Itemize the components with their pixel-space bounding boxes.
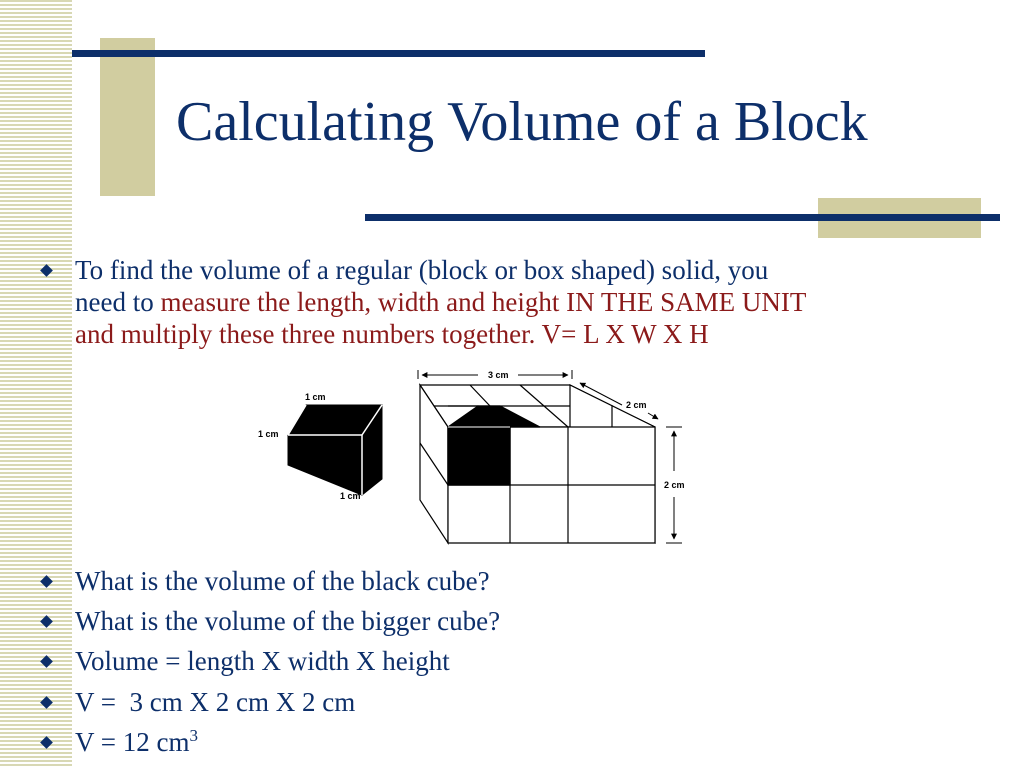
volume-diagram — [250, 365, 700, 550]
large-block — [420, 385, 655, 543]
slide-title: Calculating Volume of a Block — [176, 91, 868, 153]
navy-rule-bottom — [365, 214, 1000, 221]
small-cube-top-label: 1 cm — [305, 392, 326, 402]
large-block-height-label: 2 cm — [664, 480, 685, 490]
small-cube-bottom-label: 1 cm — [340, 491, 361, 501]
small-unit-cube — [258, 392, 382, 501]
question-text: What is the volume of the bigger cube? — [75, 606, 501, 636]
intro-line-1: To find the volume of a regular (block or box shaped) solid, you — [75, 255, 769, 285]
small-cube-left-label: 1 cm — [258, 429, 279, 439]
answer-text — [75, 726, 198, 758]
striped-margin-decoration — [0, 0, 72, 768]
tan-accent-block-left — [100, 38, 155, 196]
answer-value: V = 12 cm — [75, 727, 190, 757]
substitution-text: V = 3 cm X 2 cm X 2 cm — [75, 687, 356, 717]
question-text: What is the volume of the black cube? — [75, 566, 490, 596]
large-block-width-label: 2 cm — [626, 400, 647, 410]
intro-line-2-emphasis: measure the length, width and height IN THE SAME UNIT — [160, 287, 807, 317]
intro-line-3: and multiply these three numbers together. V= L X W X H — [75, 319, 709, 349]
formula-text: Volume = length X width X height — [75, 646, 450, 676]
answer-exponent: 3 — [189, 726, 198, 745]
intro-line-2 — [75, 286, 806, 318]
intro-line-2-start: need to — [75, 287, 161, 317]
navy-rule-top — [72, 50, 705, 57]
large-block-length-label: 3 cm — [488, 370, 509, 380]
